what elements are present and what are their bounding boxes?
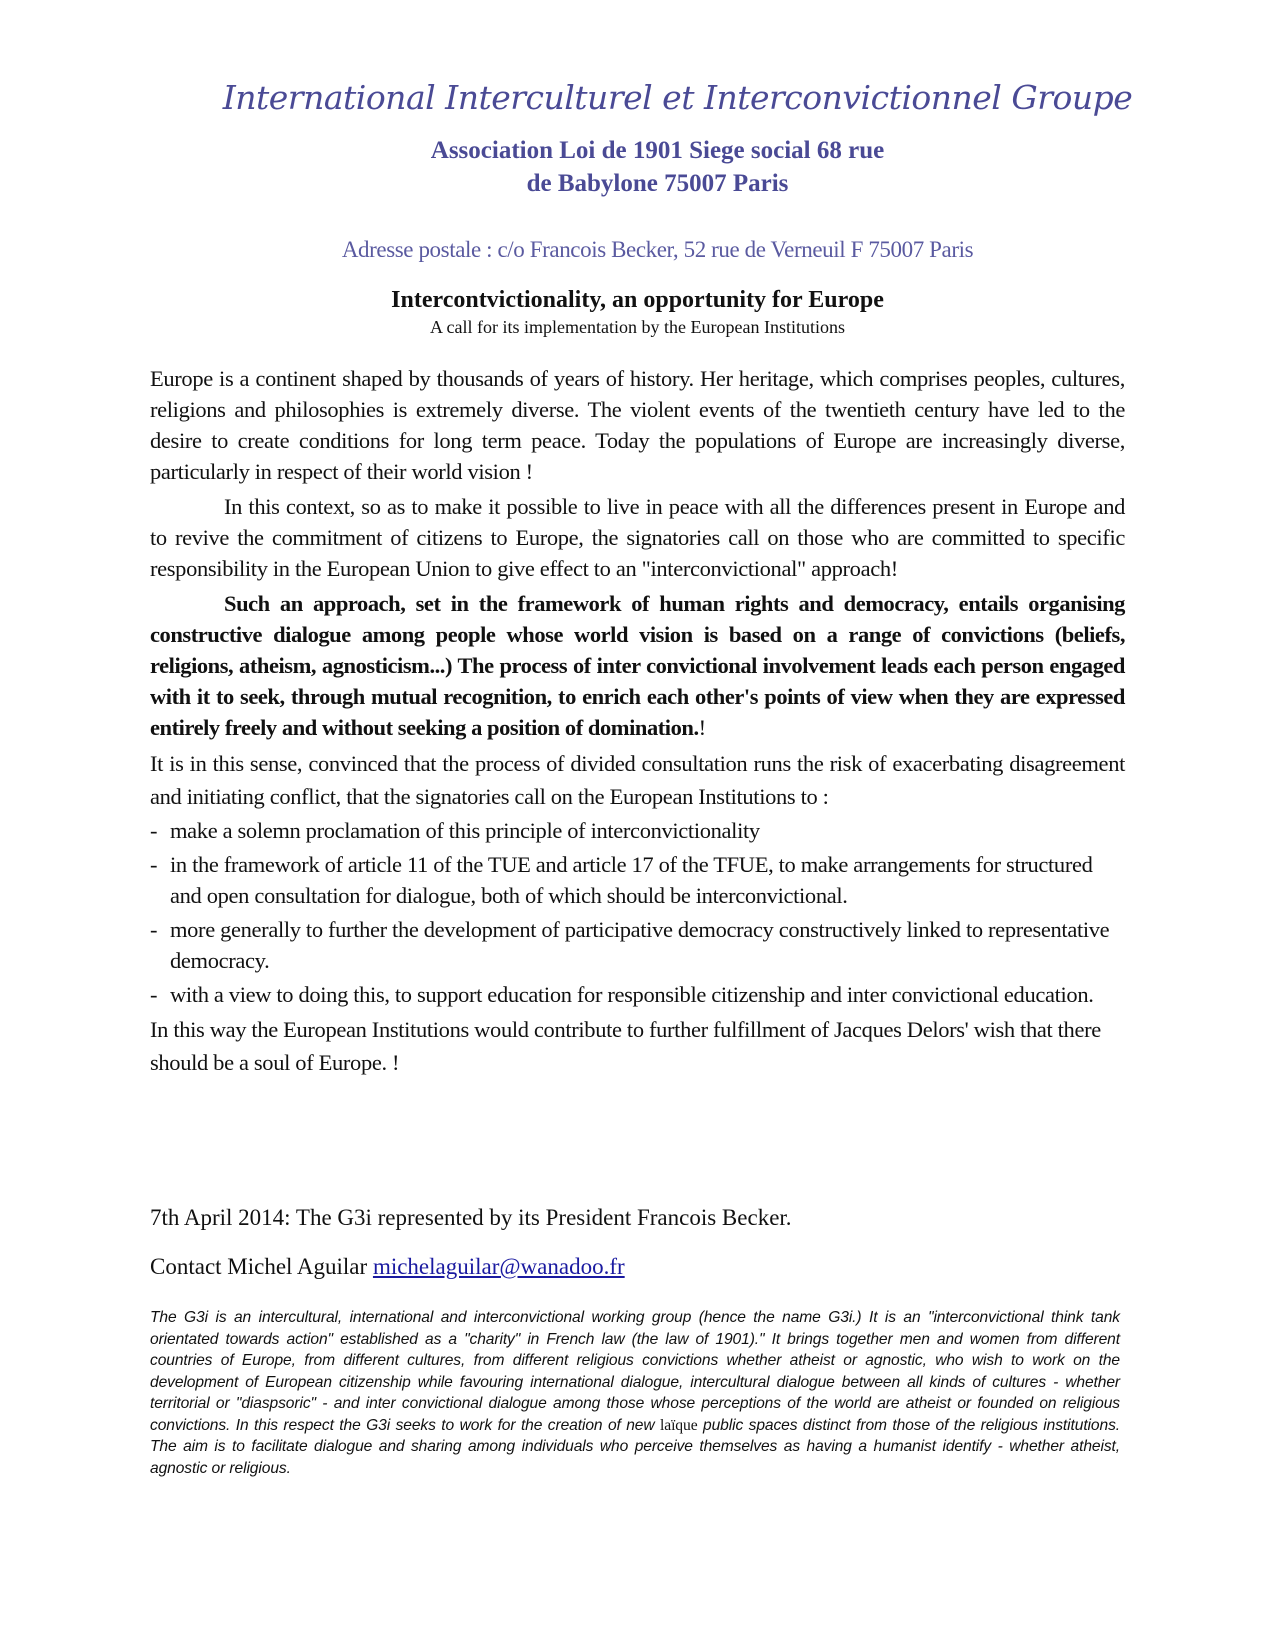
contact-line: [150, 1254, 625, 1280]
footnote-part-2: public spaces distinct from those of the religious institutions. The aim is to facilitate dialogue and sharing among individuals who perceive themselves as having a humanist identify - whether atheist, agnostic or religious.: [150, 1416, 1120, 1477]
footnote: [150, 1307, 1120, 1479]
list-item: [150, 979, 1125, 1010]
list-dash: -: [150, 852, 158, 877]
list-dash: -: [150, 982, 158, 1007]
paragraph-3-bold-text: Such an approach, set in the framework of human rights and democracy, entails organising constructive dialogue among people whose world vision is based on a range of convictions (beliefs, religions, atheism, agnosticism...) The process of inter convictional involvement leads each person engaged with it to seek, through mutual recognition, to enrich each other's points of view when they are expressed entirely freely and without seeking a position of domination.: [150, 591, 1125, 740]
document-title: Intercontvictionality, an opportunity for Europe: [391, 287, 884, 313]
postal-address: Adresse postale : c/o Francois Becker, 52 rue de Verneuil F 75007 Paris: [341, 237, 974, 262]
footnote-part-1: The G3i is an intercultural, international and interconvictional working group (hence the name G3i.) It is an "interconvictional think tank orientated towards action" established as a "charity" in French law (the law of 1901)." It brings together men and women from different countries of Europe, from different cultures, from different religious convictions whether atheist or agnostic, who wish to work on the development of European citizenship while favouring international dialogue, intercultural dialogue between all kinds of cultures - whether territorial or "diaspsoric" - and inter convictional dialogue among those whose perceptions of the world are atheist or founded on religious convictions. In this respect the G3i seeks to work for the creation of new: [150, 1309, 1120, 1434]
list-item: [150, 849, 1125, 911]
document-subtitle: A call for its implementation by the European Institutions: [430, 317, 845, 337]
contact-label: Contact Michel Aguilar: [150, 1254, 368, 1279]
paragraph-1: Europe is a continent shaped by thousands of years of history. Her heritage, which comprises peoples, cultures, religions and philosophies is extremely diverse. The violent events of the twentieth century have led to the desire to create conditions for long term peace. Today the populations of Europe are increasingly diverse, particularly in respect of their world vision !: [150, 366, 1125, 484]
paragraph-5: In this way the European Institutions would contribute to further fulfillment of Jacques Delors' wish that there should be a soul of Europe. !: [150, 1017, 1101, 1075]
list-item: [150, 914, 1125, 976]
date-signature-line: 7th April 2014: The G3i represented by its President Francois Becker.: [150, 1205, 792, 1230]
list-item-text: with a view to doing this, to support education for responsible citizenship and inter convictional education.: [170, 982, 1094, 1007]
association-line-2: de Babylone 75007 Paris: [526, 170, 789, 197]
list-item: [150, 815, 1125, 846]
paragraph-4: It is in this sense, convinced that the process of divided consultation runs the risk of exacerbating disagreement and initiating conflict, that the signatories call on the European Institutions to :: [150, 751, 1125, 809]
recommendations-list: [150, 815, 1125, 1010]
paragraph-2: In this context, so as to make it possible to live in peace with all the differences present in Europe and to revive the commitment of citizens to Europe, the signatories call on those who are committed to specific responsibility in the European Union to give effect to an "interconvictional" approach!: [150, 494, 1125, 581]
list-item-text: make a solemn proclamation of this principle of interconvictionality: [170, 818, 760, 843]
body-text: [150, 363, 1125, 1079]
list-item-text: in the framework of article 11 of the TUE and article 17 of the TFUE, to make arrangements for structured and open consultation for dialogue, both of which should be interconvictional.: [170, 852, 1093, 908]
list-dash: -: [150, 818, 158, 843]
list-item-text: more generally to further the development of participative democracy constructively linked to representative democracy.: [170, 917, 1110, 973]
paragraph-3-tail: !: [698, 715, 706, 740]
association-line-1: Association Loi de 1901 Siege social 68 rue: [430, 137, 885, 164]
paragraph-3: [150, 588, 1125, 743]
footnote-laique: laïque: [660, 1416, 698, 1434]
organization-name: International Interculturel et Interconvictionnel Groupe: [222, 78, 1133, 117]
contact-email-link[interactable]: michelaguilar@wanadoo.fr: [372, 1254, 625, 1279]
list-dash: -: [150, 917, 158, 942]
